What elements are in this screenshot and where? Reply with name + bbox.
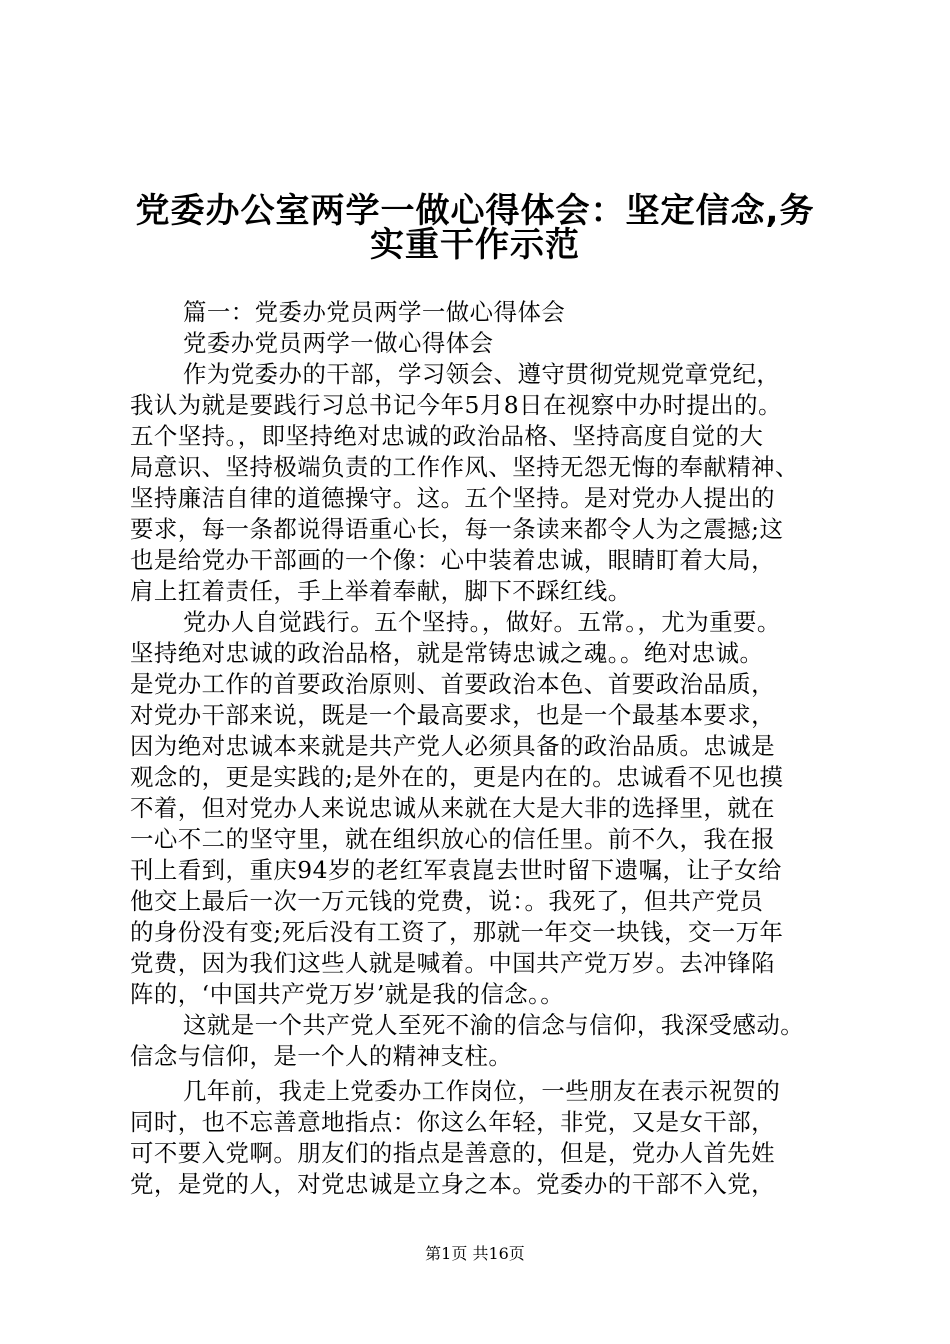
body-line: 这就是一个共产党人至死不渝的信念与信仰，我深受感动。 bbox=[183, 1011, 805, 1039]
body-line: 坚持绝对忠诚的政治品格，就是常铸忠诚之魂。。绝对忠诚。 bbox=[130, 639, 764, 667]
body-line: 我认为就是要践行习总书记今年5月8日在视察中办时提出的。 bbox=[130, 391, 782, 419]
body-line: 是党办工作的首要政治原则、首要政治本色、首要政治品质， bbox=[130, 670, 776, 698]
page-number: 第1页 共16页 bbox=[425, 1244, 525, 1263]
body-line: 五个坚持。，即坚持绝对忠诚的政治品格、坚持高度自觉的大 bbox=[130, 422, 764, 450]
body-line: 的身份没有变;死后没有工资了，那就一年交一块钱，交一万年 bbox=[130, 918, 784, 946]
body-line: 同时，也不忘善意地指点：你这么年轻，非党，又是女干部， bbox=[130, 1108, 776, 1136]
body-line: 几年前，我走上党委办工作岗位，一些朋友在表示祝贺的 bbox=[183, 1077, 781, 1105]
body-line: 党办人自觉践行。五个坚持。，做好。五常。，尤为重要。 bbox=[183, 608, 781, 636]
body-line: 信念与信仰，是一个人的精神支柱。 bbox=[130, 1042, 513, 1070]
body-line: 篇一：党委办党员两学一做心得体会 bbox=[183, 298, 566, 326]
body-line: 党，是党的人，对党忠诚是立身之本。党委办的干部不入党， bbox=[130, 1170, 776, 1198]
body-line: 阵的，‘中国共产党万岁’就是我的信念。。 bbox=[130, 980, 565, 1008]
body-line: 党费，因为我们这些人就是喊着。中国共产党万岁。去冲锋陷 bbox=[130, 949, 776, 977]
body-line: 局意识、坚持极端负责的工作作风、坚持无怨无悔的奉献精神、 bbox=[130, 453, 799, 481]
body-line: 肩上扛着责任，手上举着奉献，脚下不踩红线。 bbox=[130, 577, 632, 605]
body-line: 不着，但对党办人来说忠诚从来就在大是大非的选择里，就在 bbox=[130, 794, 776, 822]
body-line: 也是给党办干部画的一个像：心中装着忠诚，眼睛盯着大局， bbox=[130, 546, 776, 574]
body-line: 党委办党员两学一做心得体会 bbox=[183, 329, 494, 357]
document-title-line-1: 党委办公室两学一做心得体会：坚定信念,务 bbox=[135, 191, 815, 231]
body-line: 观念的，更是实践的;是外在的，更是内在的。忠诚看不见也摸 bbox=[130, 763, 784, 791]
body-line: 坚持廉洁自律的道德操守。这。五个坚持。是对党办人提出的 bbox=[130, 484, 776, 512]
body-line: 刊上看到，重庆94岁的老红军袁崑去世时留下遗嘱，让子女给 bbox=[130, 856, 782, 884]
body-line: 因为绝对忠诚本来就是共产党人必须具备的政治品质。忠诚是 bbox=[130, 732, 776, 760]
document-title-line-2: 实重干作示范 bbox=[370, 225, 580, 265]
body-line: 可不要入党啊。朋友们的指点是善意的，但是，党办人首先姓 bbox=[130, 1139, 776, 1167]
body-line: 作为党委办的干部，学习领会、遵守贯彻党规党章党纪， bbox=[183, 360, 781, 388]
body-line: 一心不二的坚守里，就在组织放心的信任里。前不久，我在报 bbox=[130, 825, 776, 853]
body-line: 要求，每一条都说得语重心长，每一条读来都令人为之震撼;这 bbox=[130, 515, 784, 543]
body-line: 对党办干部来说，既是一个最高要求，也是一个最基本要求， bbox=[130, 701, 776, 729]
body-line: 他交上最后一次一万元钱的党费，说：。我死了，但共产党员 bbox=[130, 887, 764, 915]
